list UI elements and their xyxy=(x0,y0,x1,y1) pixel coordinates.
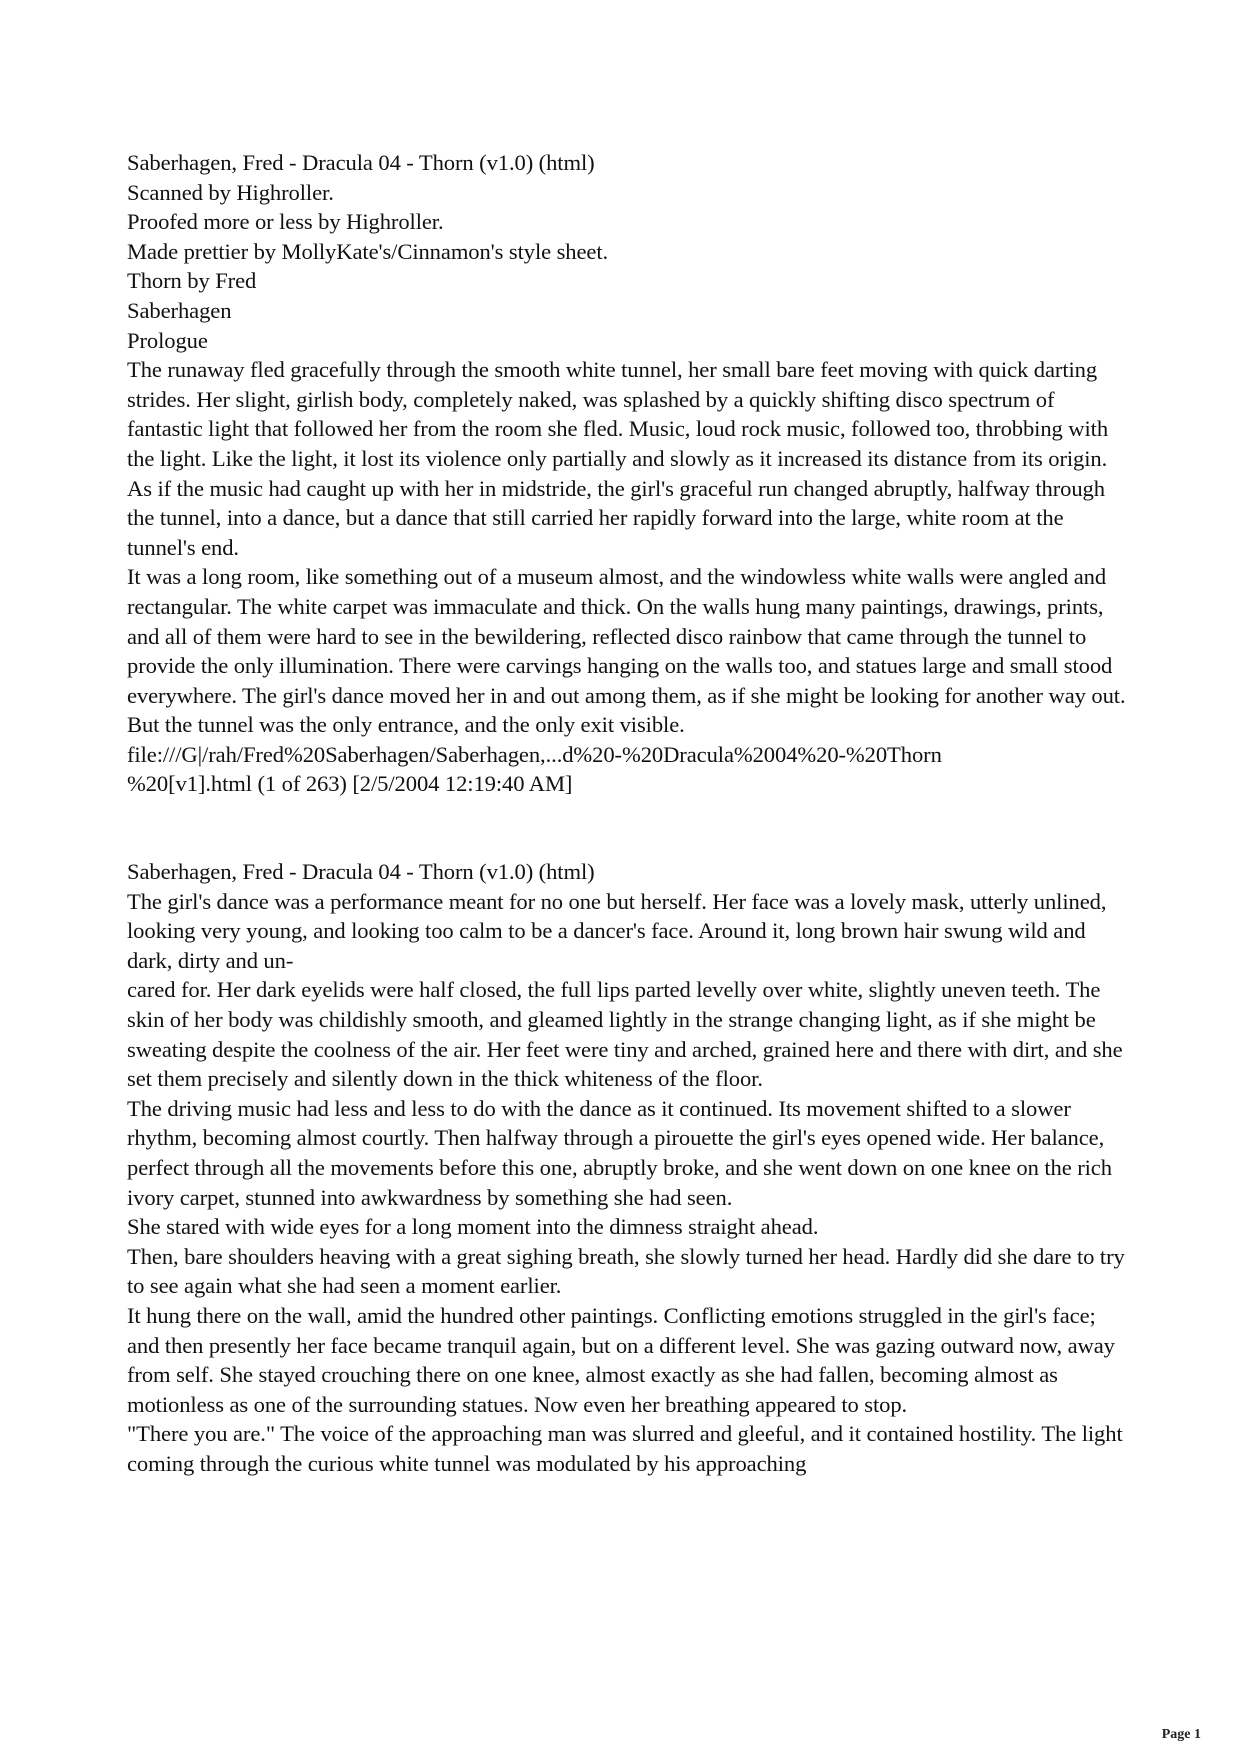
page-block-2 xyxy=(127,857,1127,1478)
paragraph: cared for. Her dark eyelids were half closed, the full lips parted levelly over white, slightly uneven teeth. The skin of her body was childishly smooth, and gleamed lightly in the strange changing light, as if she might be sweating despite the coolness of the air. Her feet were tiny and arched, grained here and there with dirt, and she set them precisely and silently down in the thick whiteness of the floor. xyxy=(127,977,1123,1092)
page-block-1 xyxy=(127,148,1127,799)
paragraph: "There you are." The voice of the approaching man was slurred and gleeful, and it contained hostility. The light coming through the curious white tunnel was modulated by his approaching xyxy=(127,1421,1123,1476)
credit-line-scanned: Scanned by Highroller. xyxy=(127,179,334,205)
book-title-line: Thorn by Fred xyxy=(127,268,257,294)
paragraph: It hung there on the wall, amid the hundred other paintings. Conflicting emotions struggled in the girl's face; and then presently her face became tranquil again, but on a different level. She was gazing outward now, away from self. She stayed crouching there on one knee, almost exactly as she had fallen, becoming almost as motionless as one of the surrounding statues. Now even her breathing appeared to stop. xyxy=(127,1302,1115,1417)
paragraph: The girl's dance was a performance meant for no one but herself. Her face was a lovely mask, utterly unlined, looking very young, and looking too calm to be a dancer's face. Around it, long brown hair swung wild and dark, dirty and un- xyxy=(127,888,1107,973)
file-path-footer: file:///G|/rah/Fred%20Saberhagen/Saberhagen,...d%20-%20Dracula%2004%20-%20Thorn xyxy=(127,741,942,767)
book-author-line: Saberhagen xyxy=(127,297,232,323)
document-body xyxy=(127,148,1127,1479)
document-header-title: Saberhagen, Fred - Dracula 04 - Thorn (v1.0) (html) xyxy=(127,150,595,175)
document-header-title: Saberhagen, Fred - Dracula 04 - Thorn (v1.0) (html) xyxy=(127,859,595,885)
section-heading: Prologue xyxy=(127,327,208,353)
paragraph: The runaway fled gracefully through the smooth white tunnel, her small bare feet moving with quick darting strides. Her slight, girlish body, completely naked, was splashed by a quickly shifting disco spectrum of fantastic light that followed her from the room she fled. Music, loud rock music, followed too, throbbing with the light. Like the light, it lost its violence only partially and slowly as it increased its distance from its origin. xyxy=(127,357,1109,471)
paragraph: As if the music had caught up with her in midstride, the girl's graceful run changed abruptly, halfway through the tunnel, into a dance, but a dance that still carried her rapidly forward into the large, white room at the tunnel's end. xyxy=(127,475,1105,560)
paragraph: She stared with wide eyes for a long moment into the dimness straight ahead. xyxy=(127,1214,819,1240)
credit-line-stylesheet: Made prettier by MollyKate's/Cinnamon's style sheet. xyxy=(127,238,609,264)
paragraph: It was a long room, like something out of a museum almost, and the windowless white walls were angled and rectangular. The white carpet was immaculate and thick. On the walls hung many paintings, drawings, prints, and all of them were hard to see in the bewildering, reflected disco rainbow that came through the tunnel to provide the only illumination. There were carvings hanging on the walls too, and statues large and small stood everywhere. The girl's dance moved her in and out among them, as if she might be looking for another way out. But the tunnel was the only entrance, and the only exit visible. xyxy=(127,564,1126,738)
paragraph: Then, bare shoulders heaving with a great sighing breath, she slowly turned her head. Hardly did she dare to try to see again what she had seen a moment earlier. xyxy=(127,1243,1125,1299)
credit-line-proofed: Proofed more or less by Highroller. xyxy=(127,209,444,235)
paragraph: The driving music had less and less to do with the dance as it continued. Its movement shifted to a slower rhythm, becoming almost courtly. Then halfway through a pirouette the girl's eyes opened wide. Her balance, perfect through all the movements before this one, abruptly broke, and she went down on one knee on the rich ivory carpet, stunned into awkwardness by something she had seen. xyxy=(127,1095,1112,1210)
page-break-spacer xyxy=(127,799,1127,857)
file-path-footer-continued: %20[v1].html (1 of 263) [2/5/2004 12:19:40 AM] xyxy=(127,771,573,797)
page-number: Page 1 xyxy=(1161,1727,1201,1742)
